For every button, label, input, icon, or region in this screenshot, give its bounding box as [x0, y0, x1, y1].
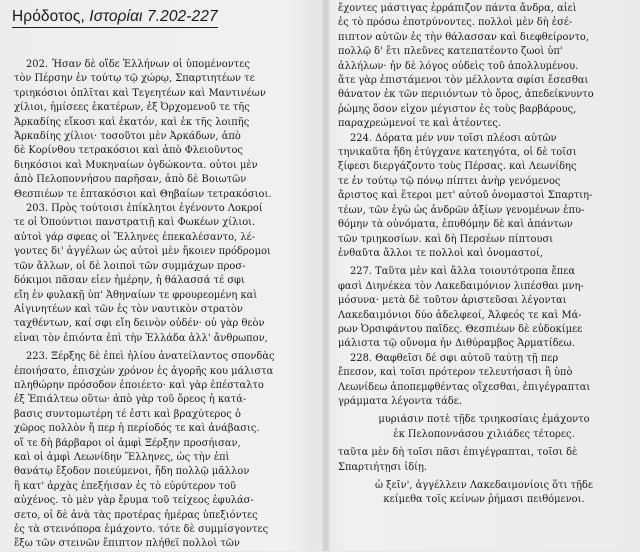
text-line: αὐτοὶ γάρ σφεας οἱ Ἕλληνες ἐπεκαλέσαντο, λέ-: [14, 231, 256, 243]
text-line: διηκόσιοι καὶ Μυκηναίων ὀγδώκοντα. οὗτοι μὲν: [14, 159, 258, 171]
text-line: ξίφεσι διεργάζοντο τοὺς Πέρσας. καὶ Λεωνίδης: [338, 161, 577, 173]
text-line: ἢ κατ' ἀρχὰς ἐπεξήισαν ἐς τὸ εὐρύτερον τοῦ: [14, 480, 237, 492]
text-line: Λεωνίδεω ἀποπεμφθέντας οἴχεσθαι, ἐπιγέγραπται: [338, 381, 591, 393]
text-line: 203. Πρὸς τούτοισι ἐπίκλητοι ἐγένοντο Λοκροί: [26, 203, 263, 215]
text-line: τε οἱ Ὀπούντιοι πανστρατιῇ καὶ Φωκέων χίλιοι.: [14, 217, 256, 229]
text-line: ἐς τὸ πρόσω ἐποτρύνοντες. πολλοὶ μὲν δὴ ἐσέ-: [338, 17, 573, 29]
text-line: τριηκόσιοι ὁπλῖται καὶ Τεγεητέων καὶ Μαντινέων: [14, 87, 266, 99]
text-line: τῶν ἄλλων, οἱ δὲ λοιποὶ τῶν συμμάχων προσ-: [14, 260, 246, 272]
page-title: [12, 8, 218, 28]
text-line: ἔξω τῶν στεινῶν ἔπιπτον πλήθεϊ πολλοὶ τῶν: [14, 538, 240, 550]
epigram-line: ἐκ Πελοποννάσου χιλιάδες τέτορες.: [393, 428, 575, 440]
text-line: δόκιμοι πᾶσαν εἶεν ἡμέρην, ἡ θάλασσά τέ σφι: [14, 275, 245, 287]
epigram-line: κείμεθα τοῖς κείνων ῥήμασι πειθόμενοι.: [383, 494, 585, 506]
text-line: Σπαρτιήτῃσι ἰδίῃ.: [338, 461, 428, 473]
title-reference: 7.202-227: [146, 8, 218, 25]
text-line: 227. Ταῦτα μὲν καὶ ἄλλα τοιουτότροπα ἔπεα: [350, 266, 576, 278]
text-line: πιπτον αὐτῶν ἐς τὴν θάλασσαν καὶ διεφθείροντο,: [338, 31, 589, 43]
text-line: ἐποιήσατο, ἐπισχὼν χρόνον ἐς ἀγορῆς κου μάλιστα: [14, 365, 274, 377]
text-line: 202. Ἦσαν δὲ οἵδε Ἑλλήνων οἱ ὑπομένοντες: [26, 59, 250, 70]
text-line: παραχρεώμενοί τε καὶ ἀτέοντες.: [338, 118, 502, 130]
text-line: ἄριστος καὶ ἕτεροι μετ' αὐτοῦ ὀνομαστοὶ Σπαρτιη-: [338, 190, 593, 202]
text-line: αὐχένος. τὸ μὲν γὰρ ἔρυμα τοῦ τείχεος ἐφυλάσ-: [14, 495, 254, 507]
text-line: Ἀρκαδίης εἴκοσι καὶ ἑκατόν, καὶ ἐκ τῆς λοιπῆς: [14, 116, 250, 128]
book-gutter: [322, 0, 330, 551]
text-line: οἵ τε δὴ βάρβαροι οἱ ἀμφὶ Ξέρξην προσήισαν,: [14, 437, 241, 449]
text-line: θανάτῳ ἔξοδον ποιεύμενοι, ἤδη πολλῷ μᾶλλον: [14, 466, 250, 478]
text-line: εἶναι τὸν ἐπιόντα ἐπὶ τὴν Ἑλλάδα ἀλλ' ἄνθρωπον,: [14, 332, 268, 344]
epigram-line: μυριάσιν ποτὲ τῇδε τριηκοσίαις ἐμάχοντο: [378, 414, 590, 426]
text-line: τε ἐν τούτῳ τῷ πόνῳ πίπτει ἀνὴρ γενόμενος: [338, 175, 561, 187]
text-line: ἔπεσον, καὶ τοῖσι πρότερον τελευτήσασι ἢ ὑπὸ: [338, 367, 573, 379]
text-line: θόμην τὰ οὐνόματα, ἐπυθόμην δὲ καὶ ἁπάντων: [338, 219, 573, 231]
left-column: [14, 58, 312, 552]
text-line: σετο, οἱ δὲ ἀνὰ τὰς προτέρας ἡμέρας ὑπεξιόντες: [14, 509, 258, 521]
text-line: εἴη ἐν φυλακῇ ὑπ' Ἀθηναίων τε φρουρεομένη καὶ: [14, 289, 258, 301]
text-line: ἐς τὰ στεινόπορα ἐμάχοντο. τότε δὲ συμμίσγοντες: [14, 524, 269, 535]
text-line: γράμματα λέγοντα τάδε.: [338, 395, 462, 407]
text-line: ἀλλήλων· ἦν δὲ λόγος οὐδεὶς τοῦ ἀπολλυμένου.: [338, 60, 579, 72]
text-line: 224. Δόρατα μέν νυν τοῖσι πλέοσι αὐτῶν: [350, 132, 557, 144]
text-line: τέων, τῶν ἐγὼ ὡς ἀνδρῶν ἀξίων γενομένων ἐπυ-: [338, 204, 585, 216]
text-line: 228. Θαφθεῖσι δέ σφι αὐτοῦ ταύτῃ τῇ περ: [350, 352, 559, 364]
right-column: [338, 2, 630, 508]
text-line: Αἰγινητέων καὶ τῶν ἐς τὸν ναυτικὸν στρατὸν: [14, 303, 243, 315]
text-line: ἔχοντες μάστιγας ἐρράπιζον πάντα ἄνδρα, αἰεὶ: [338, 3, 577, 14]
text-line: πληθώρην πρόσοδον ἐποιέετο· καὶ γὰρ ἐπέσταλτο: [14, 379, 264, 391]
text-line: χίλιοι, ἡμίσεες ἑκατέρων, ἐξ Ὀρχομενοῦ τε τῆς: [14, 102, 250, 114]
text-line: ἅτε γὰρ ἐπιστάμενοι τὸν μέλλοντα σφίσι ἔσεσθαι: [338, 75, 589, 87]
text-line: Λακεδαιμόνιοι δύο ἀδελφεοί, Ἀλφεός τε καὶ Μά-: [338, 309, 582, 321]
text-line: Θεσπιέων τε ἑπτακόσιοι καὶ Θηβαίων τετρακόσιοι.: [14, 188, 272, 200]
text-line: φασὶ Διηνέκεα τὸν Λακεδαιμόνιον λιπέσθαι μνη-: [338, 280, 584, 292]
text-line: βασις συντομωτέρη τέ ἐστι καὶ βραχύτερος ὁ: [14, 408, 241, 420]
text-line: μόσυνα· μετὰ δὲ τοῦτον ἀριστεῦσαι λέγονται: [338, 295, 567, 307]
text-line: ρων Ὀρσιφάντου παῖδες. Θεσπιέων δὲ εὐδοκίμεε: [338, 323, 583, 335]
text-line: θάνατον ἐκ τῶν περιιόντων τὸ ὄρος, ἀπεδείκνυντο: [338, 89, 594, 101]
text-line: ταῦτα μὲν δὴ τοῖσι πᾶσι ἐπιγέγραπται, τοῖσι δὲ: [338, 447, 578, 459]
text-line: Ἀρκαδίης χίλιοι· τοσοῦτοι μὲν Ἀρκάδων, ἀπὸ: [14, 131, 241, 143]
title-author: Ηρόδοτος,: [12, 8, 85, 25]
text-line: γοντες δι' ἀγγέλων ὡς αὐτοὶ μὲν ἥκοιεν πρόδρομοι: [14, 246, 271, 258]
text-line: καὶ οἱ ἀμφὶ Λεωνίδην Ἕλληνες, ὡς τὴν ἐπὶ: [14, 451, 230, 463]
text-line: ταχθέντων, καί σφι εἴη δεινὸν οὐδέν· οὐ γὰρ θεὸν: [14, 318, 265, 330]
text-line: τὸν Πέρσην ἐν τούτῳ τῷ χώρῳ, Σπαρτιητέων τε: [14, 73, 255, 85]
text-line: ἐνθαῦτα ἄλλοι τε πολλοὶ καὶ ὀνομαστοί,: [338, 247, 543, 259]
text-line: ῥώμης ὅσον εἶχον μέγιστον ἐς τοὺς βαρβάρους,: [338, 103, 577, 115]
text-line: ἀπὸ Πελοποννήσου παρῆσαν, ἀπὸ δὲ Βοιωτῶν: [14, 174, 247, 186]
text-line: χῶρος πολλὸν ἤ περ ἡ περίοδός τε καὶ ἀνάβασις.: [14, 423, 260, 435]
title-work: Ιστορίαι: [89, 8, 143, 25]
text-line: δὲ Κορίνθου τετρακόσιοι καὶ ἀπὸ Φλειοῦντος: [14, 145, 243, 157]
text-line: ἐξ Ἐπιάλτεω οὕτω· ἀπὸ γὰρ τοῦ ὄρεος ἡ κατά-: [14, 394, 247, 406]
text-line: μάλιστα τῷ οὔνομα ἦν Διθύραμβος Ἁρματίδεω.: [338, 338, 575, 350]
text-line: τῶν τριηκοσίων. καὶ δὴ Περσέων πίπτουσι: [338, 233, 554, 245]
epigram-line: ὦ ξεῖν', ἀγγέλλειν Λακεδαιμονίοις ὅτι τῇδε: [374, 480, 593, 491]
text-line: 223. Ξέρξης δὲ ἐπεὶ ἡλίου ἀνατείλαντος σπονδὰς: [26, 351, 275, 363]
text-line: τηνικαῦτα ἤδη ἐτύγχανε κατεηγότα, οἱ δὲ τοῖσι: [338, 147, 577, 159]
text-line: πολλῷ δ' ἔτι πλεῦνες κατεπατέοντο ζωοὶ ὑπ': [338, 46, 563, 58]
